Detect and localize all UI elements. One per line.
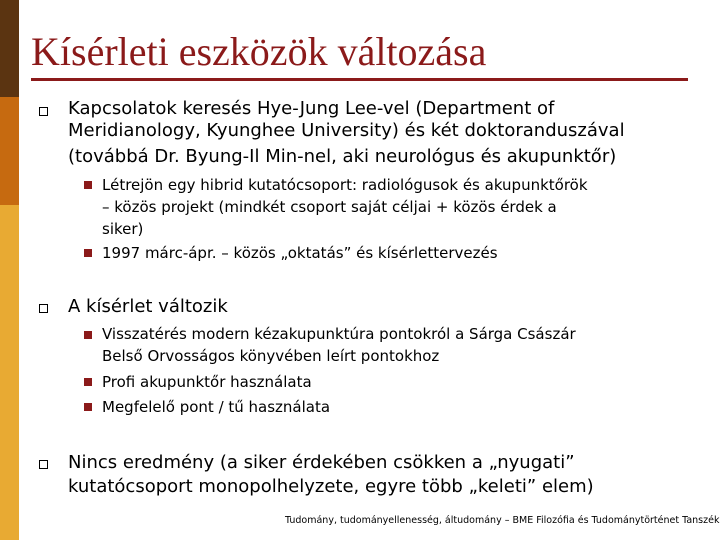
bullet-text-3-line-2: kutatócsoport monopolhelyzete, egyre több „keleti” elem) — [68, 476, 594, 497]
bullet-text-1-line-3: (továbbá Dr. Byung-Il Min-nel, aki neurológus és akupunktőr) — [68, 146, 617, 167]
bullet-square-icon — [39, 304, 48, 313]
sidebar-segment-bottom — [0, 205, 19, 540]
sub-bullet-text-2-1-line-2: Belső Orvosságos könyvében leírt pontokhoz — [102, 347, 440, 365]
bullet-text-3-line-1: Nincs eredmény (a siker érdekében csökken a „nyugati” — [68, 452, 575, 473]
sidebar-stripe — [0, 0, 19, 540]
sub-bullet-icon — [84, 378, 92, 386]
bullet-square-icon — [39, 460, 48, 469]
bullet-square-icon — [39, 107, 48, 116]
slide-title: Kísérleti eszközök változása — [31, 29, 487, 74]
bullet-text-1-line-2: Meridianology, Kyunghee University) és két doktoranduszával — [68, 120, 625, 141]
title-underline — [31, 78, 688, 81]
sub-bullet-icon — [84, 331, 92, 339]
sub-bullet-text-1-1-line-1: Létrejön egy hibrid kutatócsoport: radiológusok és akupunktőrök — [102, 176, 588, 194]
sub-bullet-text-2-3: Megfelelő pont / tű használata — [102, 398, 331, 416]
bullet-text-2: A kísérlet változik — [68, 296, 228, 317]
footer-text: Tudomány, tudományellenesség, áltudomány – BME Filozófia és Tudománytörténet Tanszék — [285, 515, 720, 526]
sub-bullet-icon — [84, 181, 92, 189]
sub-bullet-text-2-1-line-1: Visszatérés modern kézakupunktúra pontokról a Sárga Császár — [102, 325, 576, 343]
sub-bullet-icon — [84, 403, 92, 411]
sidebar-segment-top — [0, 0, 19, 97]
sub-bullet-text-2-2: Profi akupunktőr használata — [102, 373, 312, 391]
sub-bullet-text-1-1-line-3: siker) — [102, 220, 144, 238]
sub-bullet-text-1-1-line-2: – közös projekt (mindkét csoport saját céljai + közös érdek a — [102, 198, 557, 216]
bullet-text-1-line-1: Kapcsolatok keresés Hye-Jung Lee-vel (Department of — [68, 98, 555, 119]
sub-bullet-text-1-2: 1997 márc-ápr. – közös „oktatás” és kísérlettervezés — [102, 244, 498, 262]
sub-bullet-icon — [84, 249, 92, 257]
sidebar-segment-middle — [0, 97, 19, 205]
